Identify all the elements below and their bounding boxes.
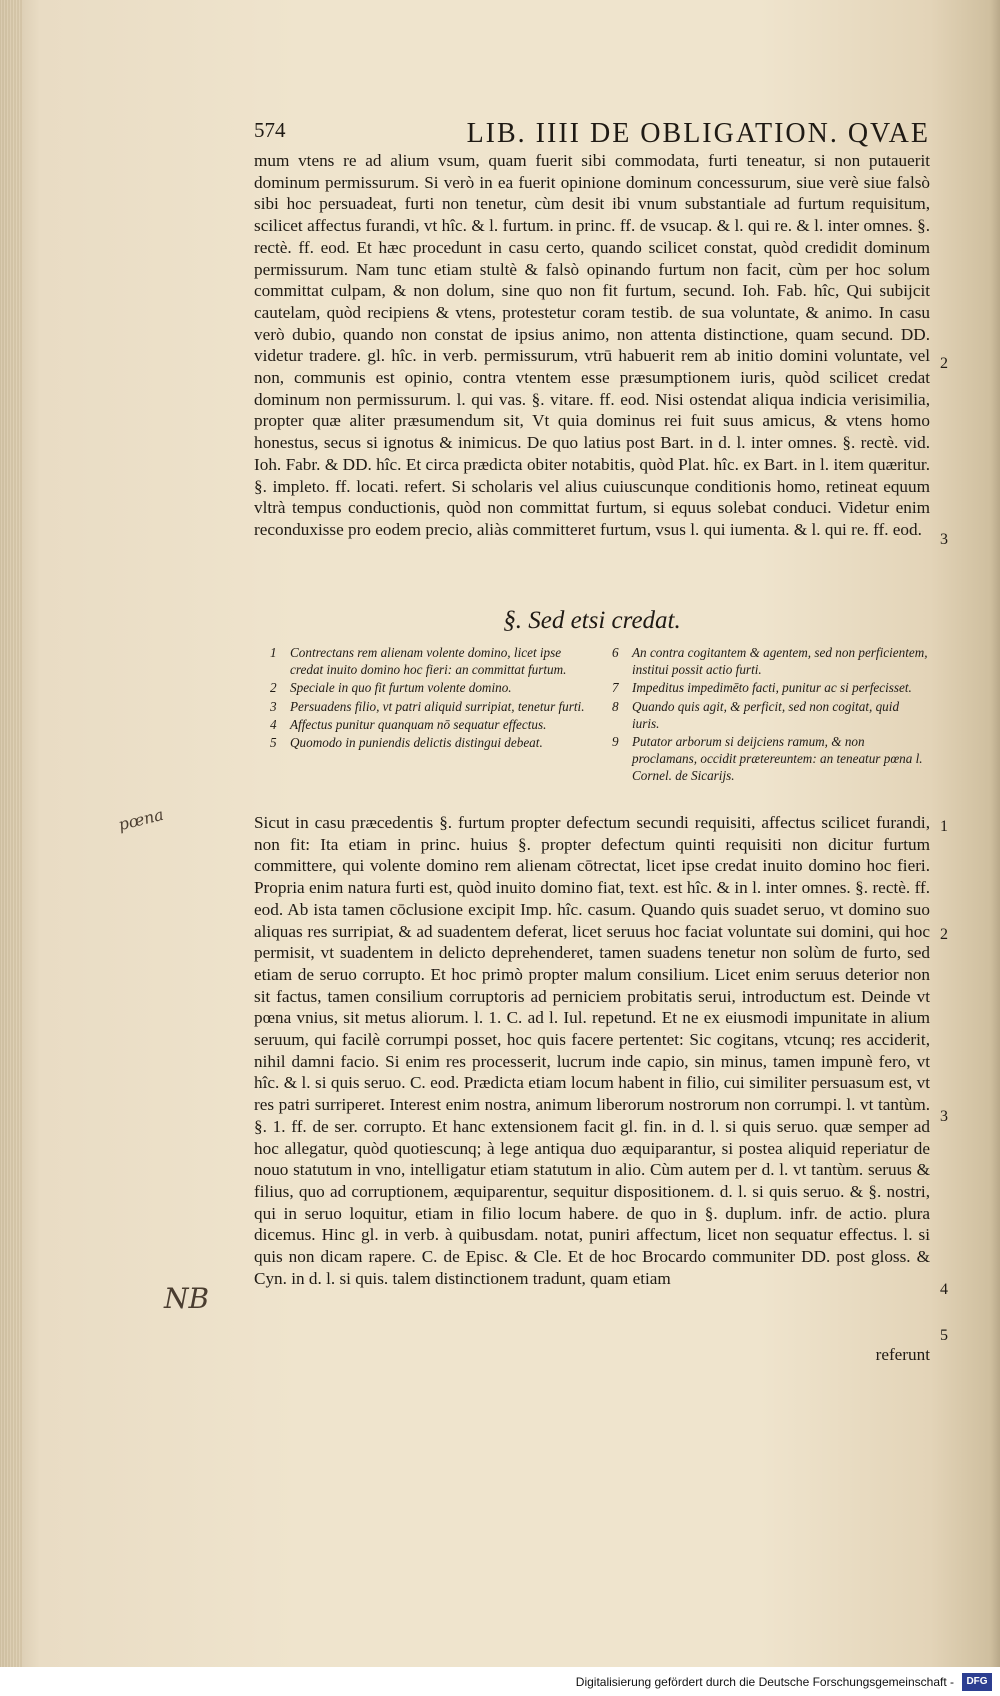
summary-text: Putator arborum si deijciens ramum, & non proclamans, occidit prætereuntem: an teneatur pœna l. Cornel. de Sicarijs. [632,734,923,784]
running-head [254,118,930,150]
margin-number: 3 [940,531,948,548]
margin-number: 1 [940,818,948,835]
paragraph: Sicut in casu præcedentis §. furtum propter defectum secundi requisiti, affectus scilicet furandi, non fit: Ita etiam in princ. huius §. propter defectum quinti requisiti non dicitur furtum committere, qui volente domino rem alienam cōtrectat, licet ipse credat inuito domino hoc fieri. Propria enim natura furti est, quòd inuito domino fiat, text. est hîc. & in l. inter omnes. §. rectè. ff. eod. Ab ista tamen cōclusione excipit Imp. hîc. casum. Quando quis suadet seruo, vt domino suo aliquas res surripiat, & ad suadentem deferat, licet seruus hoc faciat voluntate sui domini, qui hoc permisit, vt suadentem in delicto deprehenderet, tamen suadens tenetur non solùm de furto, sed etiam de seruo corrupto. Et hoc primò propter malum consilium. Licet enim seruus deterior non sit factus, tamen consilium corruptoris ad perniciem probitatis serui, introductum est. Deinde vt pœna vnius, sit metus aliorum. l. 1. C. ad l. Iul. repetund. Et ne ex eiusmodi impunitate in alium seruum, qui facilè corrumpi posset, hoc quis facere pertentet: Sic cogitans, vtcunq; res acciderit, nihil damni facio. Si enim res processerit, lucrum inde capio, sin minus, tamen impunè fero, vt hîc. & l. si quis seruo. C. eod. Prædicta etiam locum habent in filio, cui similiter persuasum est, vt res patri surriperet. Interest enim nostra, animum liberorum nostrorum non corrumpi. l. vt tantùm. §. 1. ff. de ser. corrupto. Et hanc extensionem facit gl. fin. in d. l. si quis seruo. quæ semper ad hoc allegatur, quòd quotiescunq; à lege antiqua duo æquiparantur, si postea aliquid reperiatur de nouo statutum in vno, intelligatur etiam statutum in alio. Cùm autem per d. l. vt tantùm. seruus & filius, quo ad corruptionem, æquiparentur, sequitur dispositionem. d. l. si quis seruo. & §. nostri, qui in seruo loquitur, etiam in filio locum habere. de quo in §. duplum. infr. de actio. plura dicemus. Hinc gl. in verb. à quibusdam. notat, puniri affectum, licet non sequatur effectus. l. si quis non dicam rapere. C. de Episc. & Cle. Et de hoc Brocardo communiter DD. post gloss. & Cyn. in d. l. si quis. talem distinctionem tradunt, quam etiam [254,813,930,1288]
summary-item [270,679,586,696]
catchword: referunt [875,1345,930,1364]
summary-item [270,698,586,715]
summary-column-right [612,644,928,786]
summary-item [612,679,928,696]
summary-number: 2 [270,680,277,696]
summary-number: 6 [612,645,619,660]
summary-text: Persuadens filio, vt patri aliquid surripiat, tenetur furti. [290,698,585,714]
summary-item [612,733,928,785]
text-block-bottom [254,812,930,1289]
summary-number: 1 [270,645,277,660]
summary-number: 7 [612,680,619,696]
folio-number: 574 [254,118,286,142]
summary-number: 9 [612,734,619,750]
dfg-logo: DFG [962,1673,992,1691]
summary-number: 8 [612,698,619,714]
summary-text: Contrectans rem alienam volente domino, licet ipse credat inuito domino hoc fieri: an committat furtum. [290,645,567,678]
summary-item [270,734,586,751]
summary-item [612,698,928,732]
summary-list [270,644,946,786]
summary-text: Quomodo in puniendis delictis distingui debeat. [290,735,543,751]
footer-bar [0,1667,1000,1696]
margin-number: 3 [940,1108,948,1125]
margin-number: 5 [940,1327,948,1344]
margin-number: 2 [940,355,948,372]
summary-text: An contra cogitantem & agentem, sed non perficientem, institui possit actio furti. [632,645,928,678]
summary-number: 5 [270,735,277,751]
summary-column-left [270,644,586,786]
paragraph: mum vtens re ad alium vsum, quam fuerit sibi commodata, furti teneatur, si non putauerit dominum permissurum. Si verò in ea fuerit opinione dominum concessurum, siue verè siue falsò sibi hoc persuadeat, furti non tenetur, cùm desit ibi vnum substantiale ad furtum requisitum, scilicet affectus furandi, vt hîc. & l. furtum. in princ. ff. de vsucap. & l. qui re. & l. inter omnes. §. rectè. ff. eod. Et hæc procedunt in casu certo, quando scilicet constat, quòd credidit dominum permissurum. Nam tunc etiam stultè & falsò opinando furtum non facit, cùm per hoc solum committat culpam, & non dolum, sine quo non fit furtum, secund. Ioh. Fab. hîc, Qui subijcit cautelam, quòd recipiens & vtens, protestetur coram testib. de sua voluntate, & animo. In casu verò dubio, quando non constat de ipsius animo, non attenta distinctione, quam secund. DD. videtur tradere. gl. hîc. in verb. permissurum, vtrū habuerit rem ab initio domini voluntate, vel non, communis est opinio, contra vtentem esse præsumptionem iuris, quòd scilicet credat dominum non permissurum. l. qui vas. §. vitare. ff. eod. Nisi ostendat aliqua indicia verisimilia, propter quæ aliter præsumendum sit, Vt quia dominus rei fuit suus amicus, & vtens homo honestus, secus si ignotus & inimicus. De quo latius post Bart. in d. l. inter omnes. §. rectè. vid. Ioh. Fabr. & DD. hîc. Et circa prædicta obiter notabitis, quòd Plat. hîc. ex Bart. in l. item quæritur. §. impleto. ff. locati. refert. Si scholaris vel alius cuiuscunque conditionis homo, retineat equum vltrà tempus conductionis, quòd non committat furtum, si equus solebat conduci. Videtur enim reconduxisse pro eodem precio, aliàs committeret furtum, vsus l. qui iumenta. & l. qui re. ff. eod. [254,151,930,539]
summary-number: 4 [270,716,277,732]
handwritten-nota-bene: NB [164,1282,210,1315]
summary-number: 3 [270,698,277,714]
page-fore-edge [0,0,22,1696]
summary-item [270,644,586,678]
footer-credit-text: Digitalisierung gefördert durch die Deutsche Forschungsgemeinschaft - [575,1674,954,1689]
summary-text: Speciale in quo fit furtum volente domino. [290,680,512,696]
handwritten-note-poena: pœna [116,804,166,835]
running-title: LIB. IIII DE OBLIGATION. QVAE [466,118,930,149]
margin-number: 4 [940,1281,948,1298]
section-heading: §. Sed etsi credat. [503,607,681,634]
summary-item [270,716,586,733]
margin-number: 2 [940,926,948,943]
text-block-top [254,150,930,541]
summary-item [612,644,928,678]
summary-text: Impeditus impedimēto facti, punitur ac si perfecisset. [632,680,912,696]
summary-text: Quando quis agit, & perficit, sed non cogitat, quid iuris. [632,698,900,731]
summary-text: Affectus punitur quanquam nō sequatur effectus. [290,716,547,732]
